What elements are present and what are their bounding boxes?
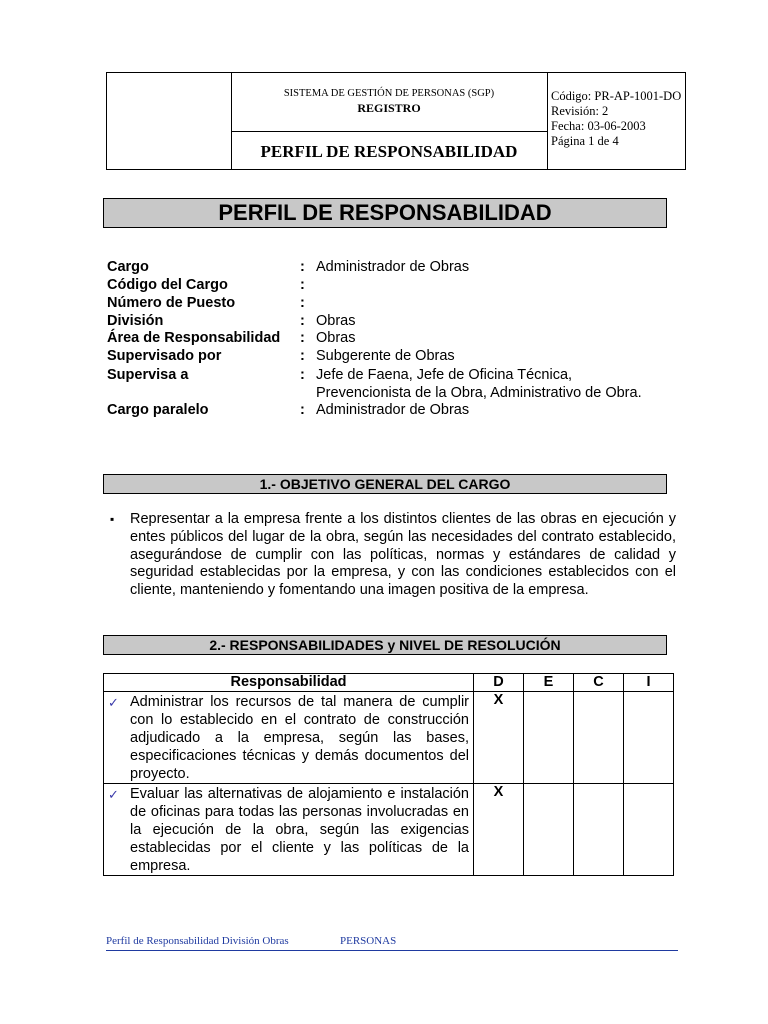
system-name: SISTEMA DE GESTIÓN DE PERSONAS (SGP) — [283, 88, 495, 99]
field-value: Obras — [316, 330, 356, 346]
field-label: Cargo paralelo — [107, 402, 209, 418]
document-date: Fecha: 03-06-2003 — [551, 119, 646, 133]
bullet-icon: ▪ — [110, 512, 115, 526]
cell-e — [524, 784, 574, 876]
field-colon: : — [300, 313, 305, 329]
logo-cell — [107, 73, 232, 169]
document-header — [106, 72, 686, 170]
field-value: Administrador de Obras — [316, 259, 470, 275]
header-title-cell — [231, 73, 548, 169]
cell-i — [624, 692, 674, 784]
field-colon: : — [300, 367, 305, 383]
checkmark-icon: ✓ — [108, 695, 119, 710]
header-responsabilidad: Responsabilidad — [104, 674, 474, 692]
field-colon: : — [300, 330, 305, 346]
field-value: Jefe de Faena, Jefe de Oficina Técnica, — [316, 367, 573, 383]
responsibility-text: Administrar los recursos de tal manera de cumplir con lo establecido en el contrato de construcción adjudicado a la empresa, según las bases, especificaciones técnicas y demás documentos del proyecto. — [130, 694, 469, 782]
cell-d: X — [474, 784, 524, 876]
footer-department: PERSONAS — [340, 935, 397, 947]
cell-c — [574, 692, 624, 784]
responsibilities-table — [103, 673, 674, 876]
field-label: Código del Cargo — [107, 277, 228, 293]
document-page: Página 1 de 4 — [551, 134, 619, 148]
field-value: Obras — [316, 313, 356, 329]
field-label: Supervisado por — [107, 348, 222, 364]
page-title: PERFIL DE RESPONSABILIDAD — [103, 198, 667, 228]
field-label: Supervisa a — [107, 367, 189, 383]
field-colon: : — [300, 277, 305, 293]
registro-label: REGISTRO — [357, 101, 421, 115]
field-colon: : — [300, 402, 305, 418]
field-label: Número de Puesto — [107, 295, 236, 311]
header-i: I — [624, 674, 674, 692]
table-row — [104, 692, 674, 784]
cell-d: X — [474, 692, 524, 784]
table-header-row — [104, 674, 674, 692]
document-metadata — [547, 73, 685, 169]
header-document-title: PERFIL DE RESPONSABILIDAD — [260, 142, 518, 161]
table-row — [104, 784, 674, 876]
field-colon: : — [300, 295, 305, 311]
footer-document-name: Perfil de Responsabilidad División Obras — [106, 935, 289, 947]
header-c: C — [574, 674, 624, 692]
section-objetivo-title: 1.- OBJETIVO GENERAL DEL CARGO — [103, 474, 667, 494]
document-revision: Revisión: 2 — [551, 104, 609, 118]
field-label: Cargo — [107, 259, 149, 275]
field-label: División — [107, 313, 164, 329]
section-responsabilidades-title: 2.- RESPONSABILIDADES y NIVEL DE RESOLUCIÓN — [103, 635, 667, 655]
checkmark-icon: ✓ — [108, 787, 119, 802]
field-value: Administrador de Obras — [316, 402, 470, 418]
field-value-continued: Prevencionista de la Obra, Administrativo de Obra. — [316, 385, 642, 401]
document-code: Código: PR-AP-1001-DO — [551, 89, 682, 103]
header-d: D — [474, 674, 524, 692]
field-colon: : — [300, 348, 305, 364]
field-label: Área de Responsabilidad — [107, 330, 281, 346]
cell-i — [624, 784, 674, 876]
field-value: Subgerente de Obras — [316, 348, 455, 364]
objective-text: Representar a la empresa frente a los distintos clientes de las obras en ejecución y entes públicos del lugar de la obra, según las necesidades del contrato establecido, asegurándose de cumplir con las políticas, normas y estándares de calidad y seguridad establecidas por la empresa, y con las condiciones establecidos con el cliente, manteniendo y fomentando una imagen positiva de la empresa. — [130, 511, 676, 599]
cell-c — [574, 784, 624, 876]
cell-e — [524, 692, 574, 784]
page-footer — [106, 934, 678, 951]
field-colon: : — [300, 259, 305, 275]
header-e: E — [524, 674, 574, 692]
responsibility-text: Evaluar las alternativas de alojamiento e instalación de oficinas para todas las personas involucradas en la ejecución de la obra, según las exigencias establecidas por el cliente y las políticas de la empresa. — [130, 786, 469, 874]
